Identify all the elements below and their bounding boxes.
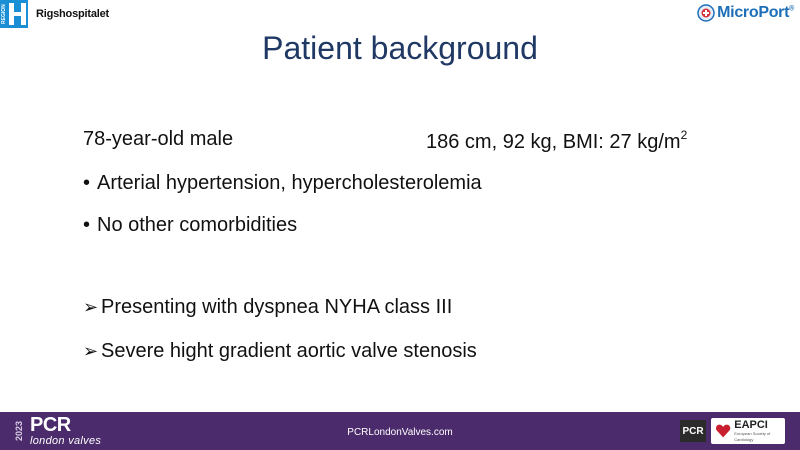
footer-url: PCRLondonValves.com — [347, 427, 453, 438]
region-badge — [0, 0, 28, 28]
bullet-item — [83, 214, 297, 237]
bullet-icon: • — [83, 214, 91, 236]
pcr-brand-name: PCR — [30, 414, 71, 436]
microport-icon — [697, 4, 715, 22]
pcr-brand-subtitle: london valves — [30, 435, 102, 447]
bullet-text: No other comorbidities — [97, 214, 298, 236]
microport-logo — [697, 4, 794, 22]
bullet-item — [83, 172, 482, 195]
arrow-bullet-icon: ➢ — [83, 297, 99, 317]
arrow-text: Presenting with dyspnea NYHA class III — [101, 296, 453, 318]
hospital-logo — [0, 0, 109, 28]
arrow-bullet-icon: ➢ — [83, 341, 99, 361]
arrow-text: Severe hight gradient aortic valve stenosis — [101, 340, 477, 362]
region-label: REGION — [1, 4, 7, 24]
eapci-subtitle: European Society of Cardiology — [734, 431, 771, 442]
eapci-logo — [711, 418, 785, 444]
footer-year: 2023 — [14, 420, 24, 442]
arrow-item — [83, 340, 477, 363]
patient-summary: 78-year-old male — [83, 128, 234, 150]
pcr-badge-logo: PCR — [680, 420, 706, 442]
slide-title: Patient background — [262, 30, 538, 66]
arrow-item — [83, 296, 452, 319]
patient-measurements: 186 cm, 92 kg, BMI: 27 $kg/m^2$ — [426, 128, 688, 153]
heart-icon — [715, 422, 731, 440]
eapci-name: EAPCI — [734, 419, 768, 431]
bullet-icon: • — [83, 172, 91, 194]
hospital-h-icon — [9, 3, 26, 25]
microport-name: MicroPort® — [717, 4, 794, 21]
footer-bar — [0, 412, 800, 450]
bullet-text: Arterial hypertension, hypercholesterolemia — [97, 172, 482, 194]
hospital-name: Rigshospitalet — [36, 8, 109, 20]
